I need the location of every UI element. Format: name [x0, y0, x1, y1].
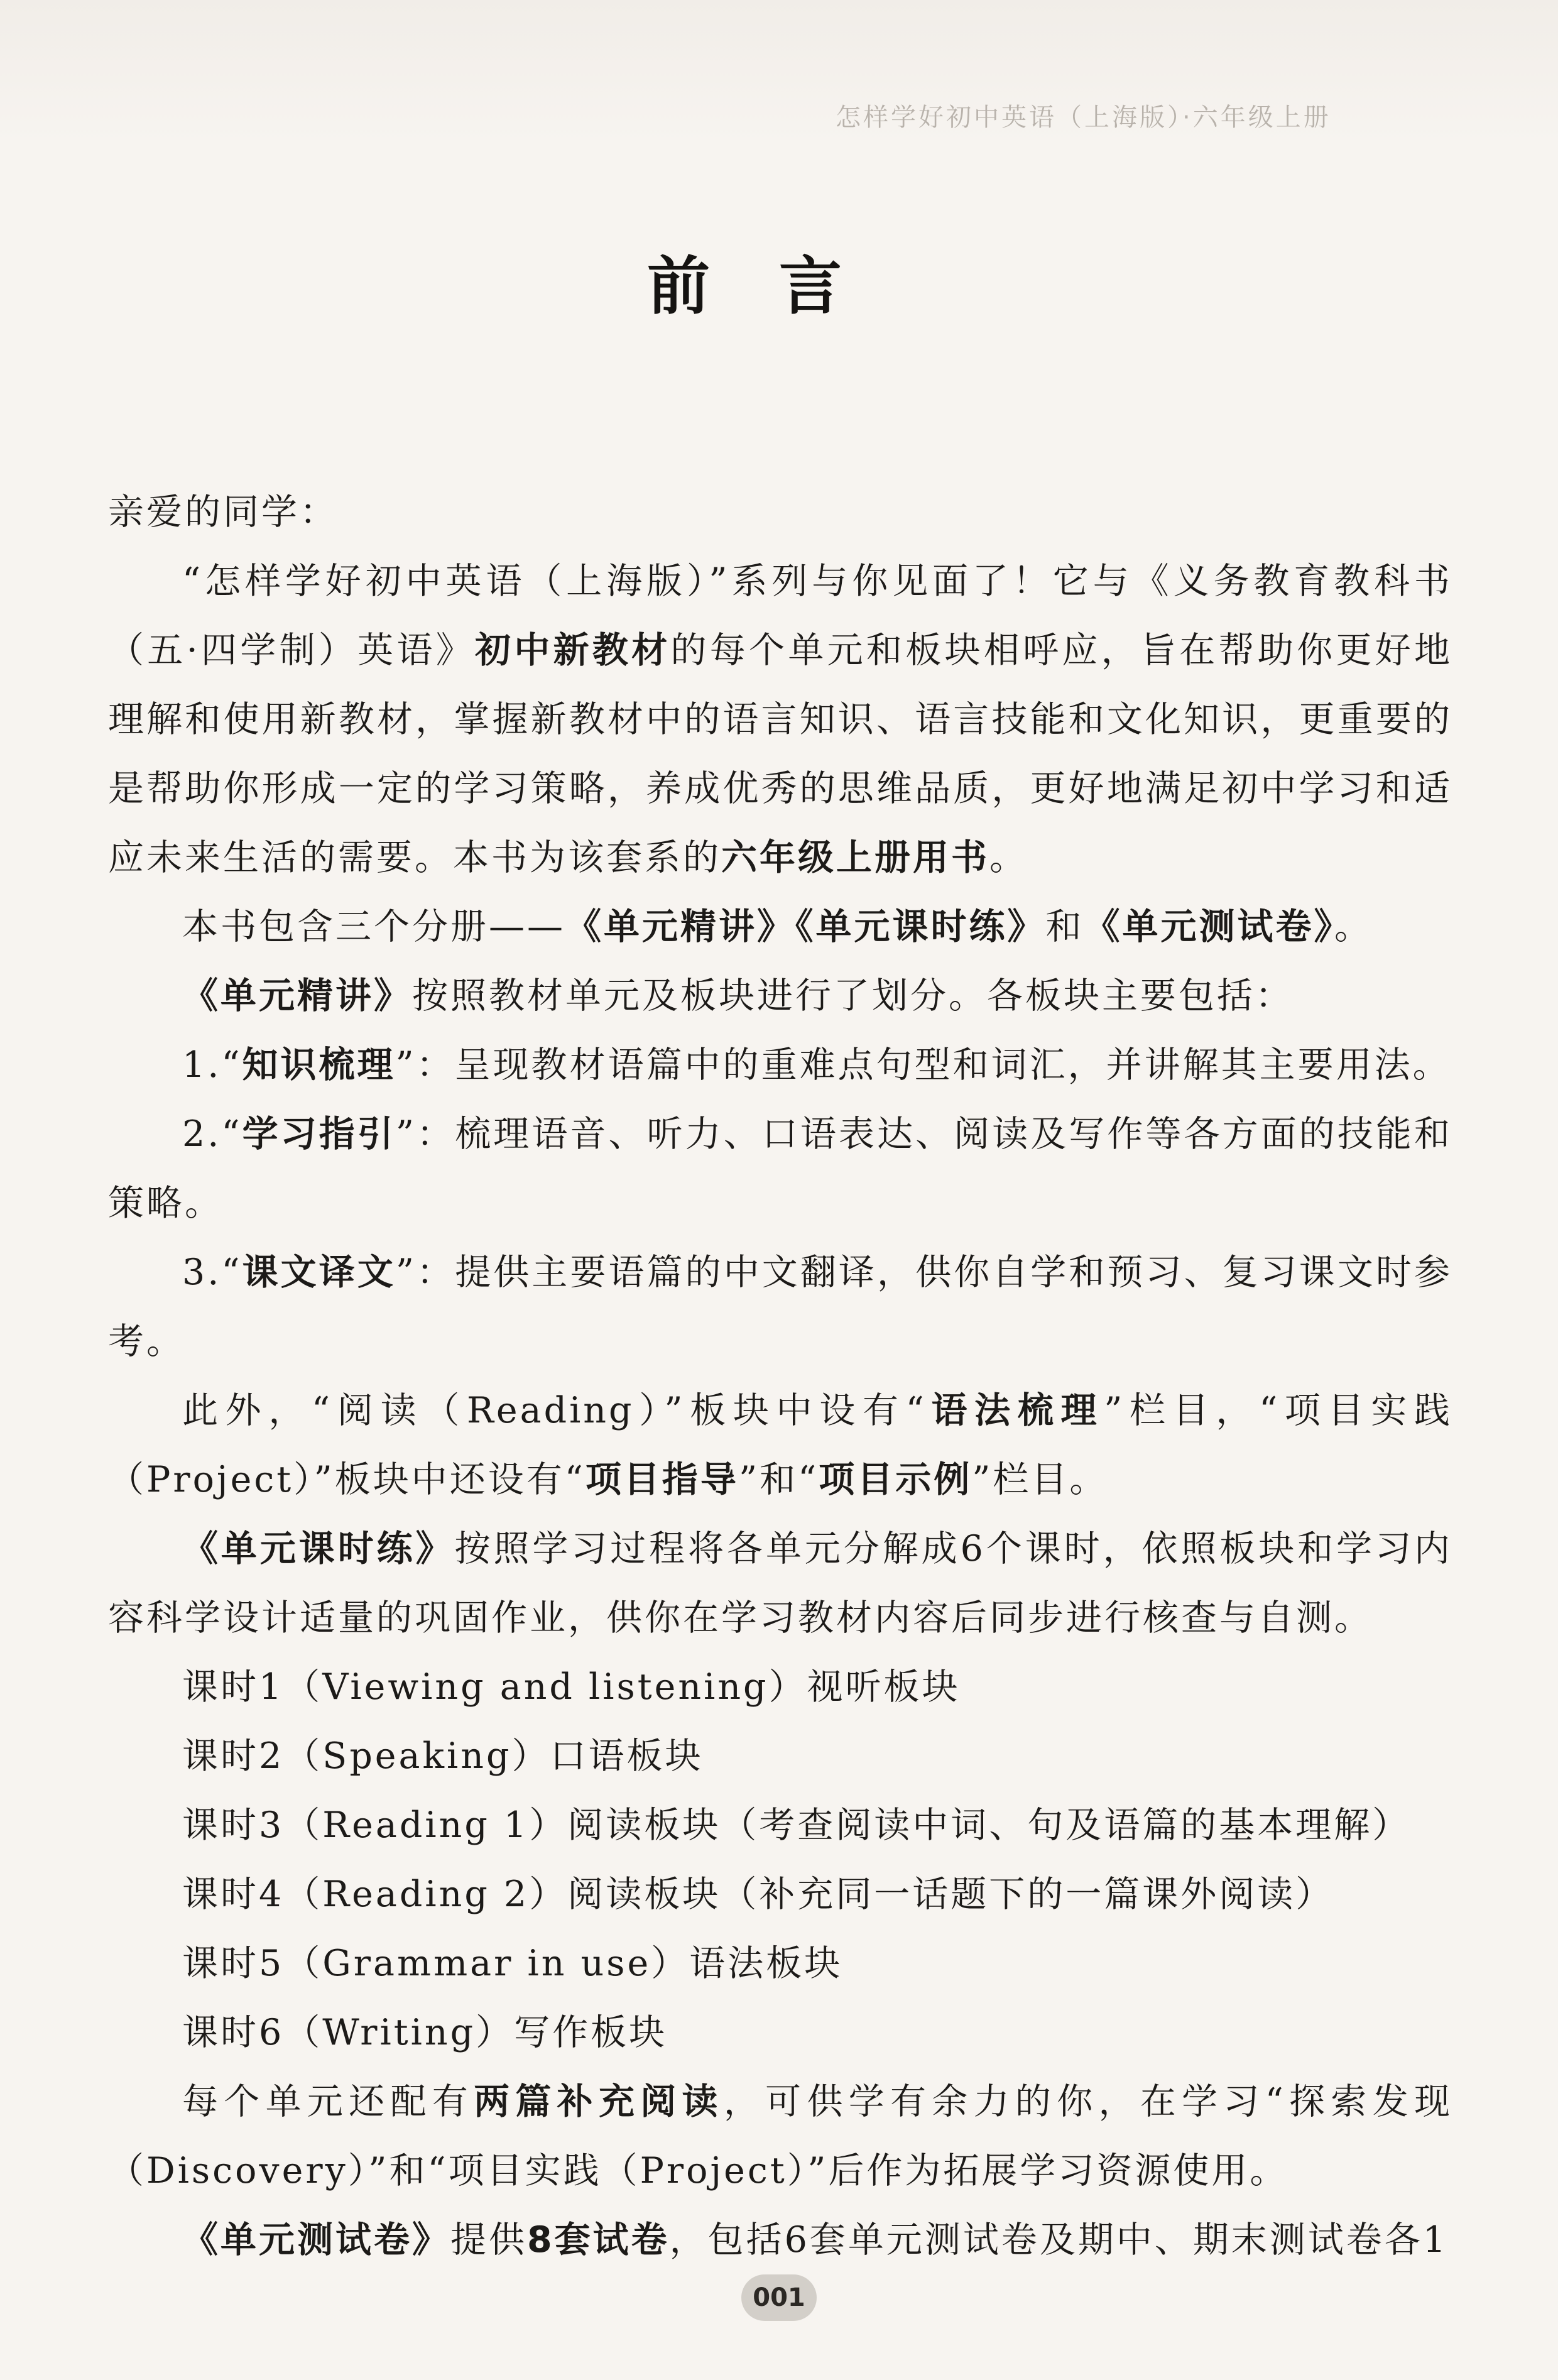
keshilian-title: 《单元课时练》: [182, 1528, 455, 1569]
supplement-paragraph: [108, 2067, 1452, 2205]
item-heading: 课文译文: [242, 1252, 396, 1293]
item-quote-open: “: [221, 1113, 242, 1155]
extra-text-g: ”栏目。: [972, 1459, 1108, 1500]
extra-bold-guidance: 项目指导: [585, 1459, 739, 1500]
extra-bold-example: 项目示例: [819, 1459, 972, 1500]
extra-text-a: 此外，“阅读（Reading）”板块中设有“: [182, 1390, 927, 1431]
lesson-item: 课时4（Reading 2）阅读板块（补充同一话题下的一篇课外阅读）: [182, 1874, 1334, 1915]
item-description: ”：提供主要语篇的中文翻译，供你自学和预习、复习课文时参考。: [108, 1252, 1453, 1362]
item-quote-open: “: [221, 1044, 242, 1086]
list-item-translation: [108, 1238, 1452, 1376]
volumes-text-e: 。: [1334, 906, 1373, 947]
item-number: 2.: [182, 1113, 222, 1155]
jingjiang-title: 《单元精讲》: [182, 975, 412, 1017]
item-description: ”：梳理语音、听力、口语表达、阅读及写作等各方面的技能和策略。: [108, 1113, 1453, 1224]
supplement-text-a: 每个单元还配有: [182, 2081, 474, 2122]
greeting: 亲爱的同学：: [108, 491, 338, 533]
extra-text-e: ”和“: [738, 1459, 819, 1500]
lesson-item: 课时5（Grammar in use）语法板块: [182, 1943, 843, 1984]
intro-text-c: 的每个单元和板块相呼应，旨在帮助你更好地理解和使用新教材，掌握新教材中的语言知识、语言技能和文化知识，更重要的是帮助你形成一定的学习策略，养成优秀的思维品质，更好地满足初中学习和适应未来生活的需要。本书为该套系的: [108, 630, 1453, 878]
list-item-knowledge: [108, 1030, 1452, 1100]
intro-paragraph: [108, 547, 1452, 892]
item-quote-open: “: [221, 1252, 242, 1293]
page-title: 前言: [647, 249, 911, 323]
intro-bold-new-textbook: 初中新教材: [475, 630, 671, 671]
keshilian-text: 按照学习过程将各单元分解成6个课时，依照板块和学习内容科学设计适量的巩固作业，供你在学习教材内容后同步进行核查与自测。: [108, 1528, 1453, 1639]
extra-text-c: ”栏目，“项目实践（Project）”板块中还设有“: [108, 1390, 1452, 1500]
item-number: 3.: [182, 1252, 222, 1293]
item-heading: 学习指引: [242, 1113, 396, 1155]
running-head: 怎样学好初中英语（上海版）·六年级上册: [836, 103, 1331, 132]
tests-bold-count: 8套试卷: [527, 2219, 670, 2261]
preface-body: [108, 478, 1452, 2274]
page-number-badge: 001: [741, 2274, 817, 2321]
intro-bold-grade: 六年级上册用书: [721, 837, 989, 878]
volumes-paragraph: [108, 892, 1452, 961]
lesson-item: 课时6（Writing）写作板块: [182, 2012, 668, 2053]
lesson-item: 课时2（Speaking）口语板块: [182, 1735, 704, 1777]
volumes-bold-d: 《单元测试卷》: [1084, 906, 1334, 947]
volumes-text-c: 和: [1045, 906, 1084, 947]
tests-paragraph: [108, 2205, 1452, 2274]
keshilian-paragraph: [108, 1514, 1452, 1652]
jingjiang-text: 按照教材单元及板块进行了划分。各板块主要包括：: [412, 975, 1294, 1017]
jingjiang-paragraph: [108, 961, 1452, 1030]
lesson-item: 课时1（Viewing and listening）视听板块: [182, 1666, 961, 1708]
volumes-text-a: 本书包含三个分册——: [182, 906, 565, 947]
tests-title: 《单元测试卷》: [182, 2219, 450, 2261]
intro-text-a: “怎样学好初中英语（上海版）”系列与你见面了！它与《义务教育教科书（五·四学制）英语》: [108, 560, 1452, 671]
item-heading: 知识梳理: [242, 1044, 396, 1086]
extra-bold-grammar: 语法梳理: [926, 1390, 1104, 1431]
item-description: ”：呈现教材语篇中的重难点句型和词汇，并讲解其主要用法。: [395, 1044, 1451, 1086]
extra-paragraph: [108, 1376, 1452, 1514]
item-number: 1.: [182, 1044, 222, 1086]
supplement-text-c: ，可供学有余力的你，在学习“探索发现（Discovery）”和“项目实践（Project）”后作为拓展学习资源使用。: [108, 2081, 1453, 2192]
tests-text-d: ，包括6套单元测试卷及期中、期末测试卷各1: [669, 2219, 1449, 2261]
list-item-guide: [108, 1100, 1452, 1238]
intro-text-e: 。: [989, 837, 1028, 878]
supplement-bold: 两篇补充阅读: [474, 2081, 724, 2122]
tests-text-b: 提供: [450, 2219, 527, 2261]
lesson-item: 课时3（Reading 1）阅读板块（考查阅读中词、句及语篇的基本理解）: [182, 1804, 1411, 1846]
volumes-bold-b: 《单元精讲》《单元课时练》: [565, 906, 1046, 947]
